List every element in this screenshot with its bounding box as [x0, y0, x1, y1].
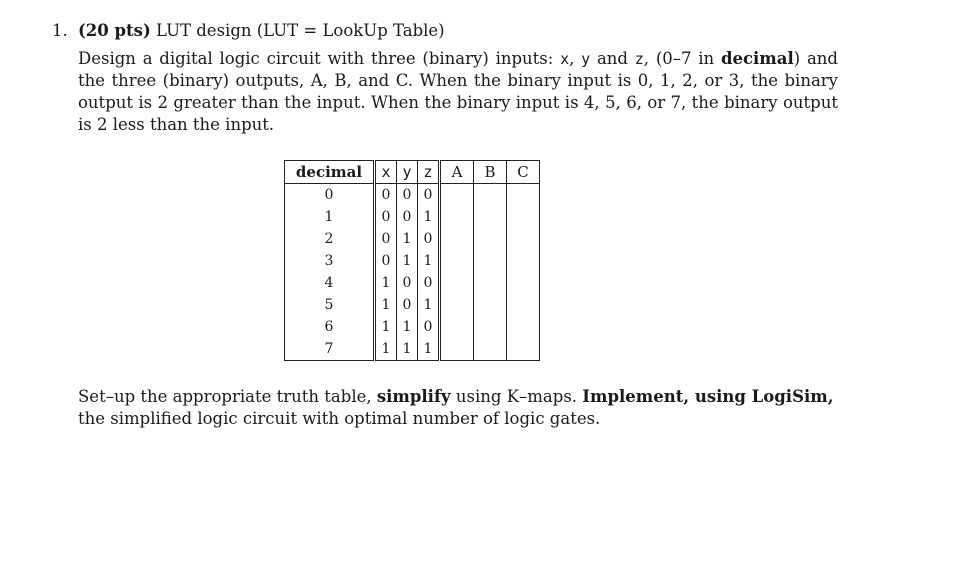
- cell-b: [474, 338, 507, 361]
- desc-text: , (0–7 in: [643, 49, 721, 68]
- cell-y: 1: [397, 316, 418, 338]
- cell-z: 1: [418, 206, 440, 228]
- cell-c: [507, 338, 540, 361]
- footer-simplify: simplify: [376, 387, 451, 406]
- desc-var-z: z: [634, 50, 644, 68]
- cell-c: [507, 206, 540, 228]
- desc-decimal: decimal: [720, 49, 794, 68]
- cell-b: [474, 206, 507, 228]
- cell-decimal: 0: [285, 184, 375, 207]
- cell-decimal: 1: [285, 206, 375, 228]
- cell-x: 1: [375, 294, 397, 316]
- desc-text: ) and the three (binary) outputs, A, B, and C. When the binary input is 0, 1, 2, or 3, the binary output is 2 greater than the input. When the binary input is 4, 5, 6, or 7, the binary output is 2 less than the input.: [78, 49, 838, 134]
- header-a: A: [440, 161, 474, 184]
- cell-x: 0: [375, 206, 397, 228]
- header-decimal: decimal: [285, 161, 375, 184]
- desc-var-x: x: [560, 50, 570, 68]
- desc-text: Design a digital logic circuit with three (binary) inputs:: [78, 49, 561, 68]
- table-row: [285, 250, 540, 272]
- cell-z: 0: [418, 184, 440, 207]
- header-b: B: [474, 161, 507, 184]
- cell-b: [474, 228, 507, 250]
- table-row: [285, 184, 540, 207]
- cell-z: 0: [418, 228, 440, 250]
- problem-title: LUT design (LUT = LookUp Table): [156, 21, 445, 40]
- table-row: [285, 294, 540, 316]
- lut-table-wrapper: [284, 160, 540, 361]
- cell-x: 0: [375, 228, 397, 250]
- cell-decimal: 3: [285, 250, 375, 272]
- cell-x: 0: [375, 184, 397, 207]
- problem-heading: [52, 20, 852, 44]
- cell-decimal: 7: [285, 338, 375, 361]
- cell-y: 0: [397, 294, 418, 316]
- desc-text: ,: [569, 49, 582, 68]
- cell-y: 0: [397, 272, 418, 294]
- instructions-footer: [78, 386, 858, 430]
- cell-a: [440, 250, 474, 272]
- table-row: [285, 338, 540, 361]
- problem-block: [52, 20, 852, 136]
- cell-z: 1: [418, 294, 440, 316]
- cell-z: 0: [418, 272, 440, 294]
- cell-c: [507, 250, 540, 272]
- table-row: [285, 228, 540, 250]
- cell-b: [474, 294, 507, 316]
- cell-c: [507, 272, 540, 294]
- cell-z: 1: [418, 338, 440, 361]
- cell-c: [507, 316, 540, 338]
- cell-b: [474, 272, 507, 294]
- footer-text: using K–maps.: [450, 387, 583, 406]
- cell-y: 1: [397, 228, 418, 250]
- problem-title-line: [78, 20, 445, 42]
- lut-truth-table: [284, 160, 540, 361]
- cell-a: [440, 294, 474, 316]
- cell-a: [440, 316, 474, 338]
- cell-z: 1: [418, 250, 440, 272]
- table-row: [285, 272, 540, 294]
- cell-decimal: 5: [285, 294, 375, 316]
- cell-x: 0: [375, 250, 397, 272]
- cell-y: 1: [397, 250, 418, 272]
- footer-text: Set–up the appropriate truth table,: [78, 387, 377, 406]
- footer-text: the simplified logic circuit with optimal number of logic gates.: [78, 409, 601, 428]
- desc-var-y: y: [581, 50, 591, 68]
- cell-y: 0: [397, 206, 418, 228]
- cell-decimal: 2: [285, 228, 375, 250]
- cell-c: [507, 184, 540, 207]
- cell-b: [474, 184, 507, 207]
- cell-a: [440, 184, 474, 207]
- cell-b: [474, 250, 507, 272]
- cell-decimal: 4: [285, 272, 375, 294]
- cell-y: 0: [397, 184, 418, 207]
- header-x: x: [375, 161, 397, 184]
- cell-a: [440, 228, 474, 250]
- cell-y: 1: [397, 338, 418, 361]
- header-c: C: [507, 161, 540, 184]
- cell-c: [507, 294, 540, 316]
- problem-points: (20 pts): [78, 21, 151, 40]
- cell-a: [440, 206, 474, 228]
- header-z: z: [418, 161, 440, 184]
- cell-a: [440, 272, 474, 294]
- cell-x: 1: [375, 338, 397, 361]
- cell-b: [474, 316, 507, 338]
- cell-a: [440, 338, 474, 361]
- table-header-row: [285, 161, 540, 184]
- header-y: y: [397, 161, 418, 184]
- cell-x: 1: [375, 316, 397, 338]
- cell-x: 1: [375, 272, 397, 294]
- table-row: [285, 316, 540, 338]
- desc-text: and: [590, 49, 635, 68]
- footer-implement: Implement, using LogiSim,: [582, 387, 834, 406]
- problem-description: [78, 48, 838, 136]
- cell-z: 0: [418, 316, 440, 338]
- table-row: [285, 206, 540, 228]
- cell-c: [507, 228, 540, 250]
- cell-decimal: 6: [285, 316, 375, 338]
- problem-number: 1.: [52, 21, 68, 40]
